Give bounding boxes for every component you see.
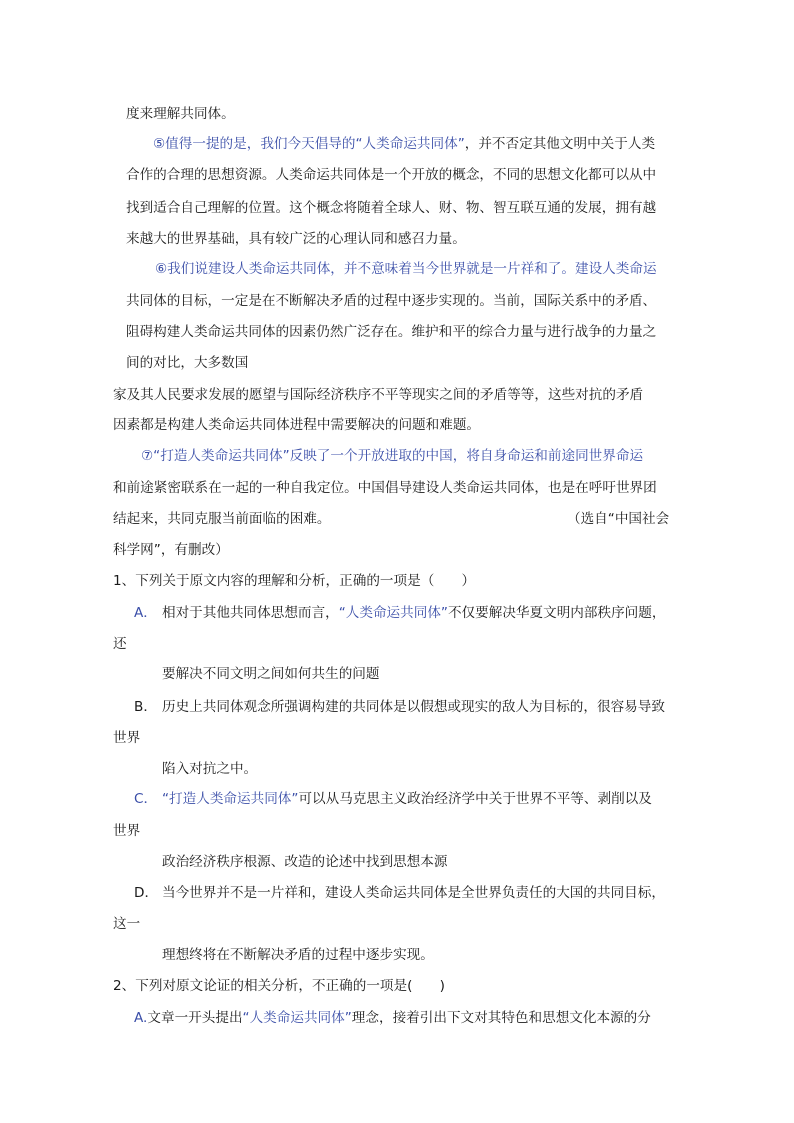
paragraph-5-line-2: 合作的合理的思想资源。人类命运共同体是一个开放的概念，不同的思想文化都可以从中 [126,167,657,183]
paragraph-7-line-1: ⑦“打造人类命运共同体”反映了一个开放进取的中国，将自身命运和前途同世界命运 [141,448,644,464]
q1-option-b-line-3: 陷入对抗之中。 [162,761,258,777]
q1-option-a-line-1 [162,603,665,623]
q1-option-b-label: B． [134,699,157,715]
paragraph-6-line-5: 家及其人民要求发展的愿望与国际经济秩序不平等现实之间的矛盾等等，这些对抗的矛盾 [113,387,644,403]
paragraph-7-line-3: 结起来，共同克服当前面临的困难。 [113,511,331,527]
q1-option-d-line-3: 理想终将在不断解决矛盾的过程中逐步实现。 [162,947,434,963]
source-citation: （选自“中国社会 [567,511,670,527]
q1-option-b-line-1: 历史上共同体观念所强调构建的共同体是以假想或现实的敌人为目标的，很容易导致 [162,699,665,715]
paragraph-6-line-2: 共同体的目标，一定是在不断解决矛盾的过程中逐步实现的。当前，国际关系中的矛盾、 [126,293,657,309]
q1-option-c-highlight: “打造人类命运共同体” [162,791,299,807]
paragraph-6-line-1: ⑥我们说建设人类命运共同体，并不意味着当今世界就是一片祥和了。建设人类命运 [155,261,657,277]
q1-option-d-line-1: 当今世界并不是一片祥和，建设人类命运共同体是全世界负责任的大国的共同目标， [162,885,665,901]
q1-option-a-line-3: 要解决不同文明之间如何共生的问题 [162,666,380,682]
paragraph-6-line-3: 阻碍构建人类命运共同体的因素仍然广泛存在。维护和平的综合力量与进行战争的力量之 [126,324,657,340]
q1-option-c-line-3: 政治经济秩序根源、改造的论述中找到思想本源 [162,854,448,870]
paragraph-6-line-6: 因素都是构建人类命运共同体进程中需要解决的问题和难题。 [113,417,481,433]
q1-option-a-text-pre: 相对于其他共同体思想而言， [162,605,339,621]
q2-option-a-text-post: 理念，接着引出下文对其特色和思想文化本源的分 [351,1010,651,1026]
paragraph-6-line-4: 间的对比，大多数国 [126,355,249,371]
q1-option-c-line-2: 世界 [113,823,141,839]
q1-option-d-line-2: 这一 [113,916,141,932]
q1-option-a-text-post: 不仅要解决华夏文明内部秩序问题， [447,605,666,621]
paragraph-5-line-4: 来越大的世界基础，具有较广泛的心理认同和感召力量。 [126,231,466,247]
q2-option-a-text-pre: 文章一开头提出 [147,1010,243,1026]
q1-option-c-line-1 [162,789,652,809]
paragraph-7-line-2: 和前途紧密联系在一起的一种自我定位。中国倡导建设人类命运共同体，也是在呼吁世界团 [113,480,657,496]
q1-option-a-label: A． [134,605,157,621]
paragraph-7-line-4: 科学网”，有删改） [113,542,229,558]
q1-option-d-label: D． [134,885,159,901]
paragraph-5-line-1-rest: ，并不否定其他文明中关于人类 [464,136,656,152]
q1-option-c-label: C． [134,791,158,807]
q1-option-c-text: 可以从马克思主义政治经济学中关于世界不平等、剥削以及 [298,791,652,807]
q2-option-a-line-1 [134,1008,651,1028]
question-2-stem: 2、下列对原文论证的相关分析，不正确的一项是( ) [113,978,445,994]
paragraph-5-highlight: ⑤值得一提的是，我们今天倡导的“人类命运共同体” [153,136,465,152]
q2-option-a-label: A. [134,1010,148,1026]
q1-option-a-highlight: “人类命运共同体” [338,605,448,621]
q2-option-a-highlight: “人类命运共同体” [242,1010,352,1026]
q1-option-a-line-2: 还 [113,636,127,652]
paragraph-4-tail: 度来理解共同体。 [126,106,235,122]
q1-option-a [134,603,157,623]
paragraph-5-line-1 [153,134,655,154]
paragraph-5-line-3: 找到适合自己理解的位置。这个概念将随着全球人、财、物、智互联互通的发展，拥有越 [126,200,657,216]
question-1-stem: 1、下列关于原文内容的理解和分析，正确的一项是（ ） [113,573,476,589]
q1-option-b-line-2: 世界 [113,730,141,746]
